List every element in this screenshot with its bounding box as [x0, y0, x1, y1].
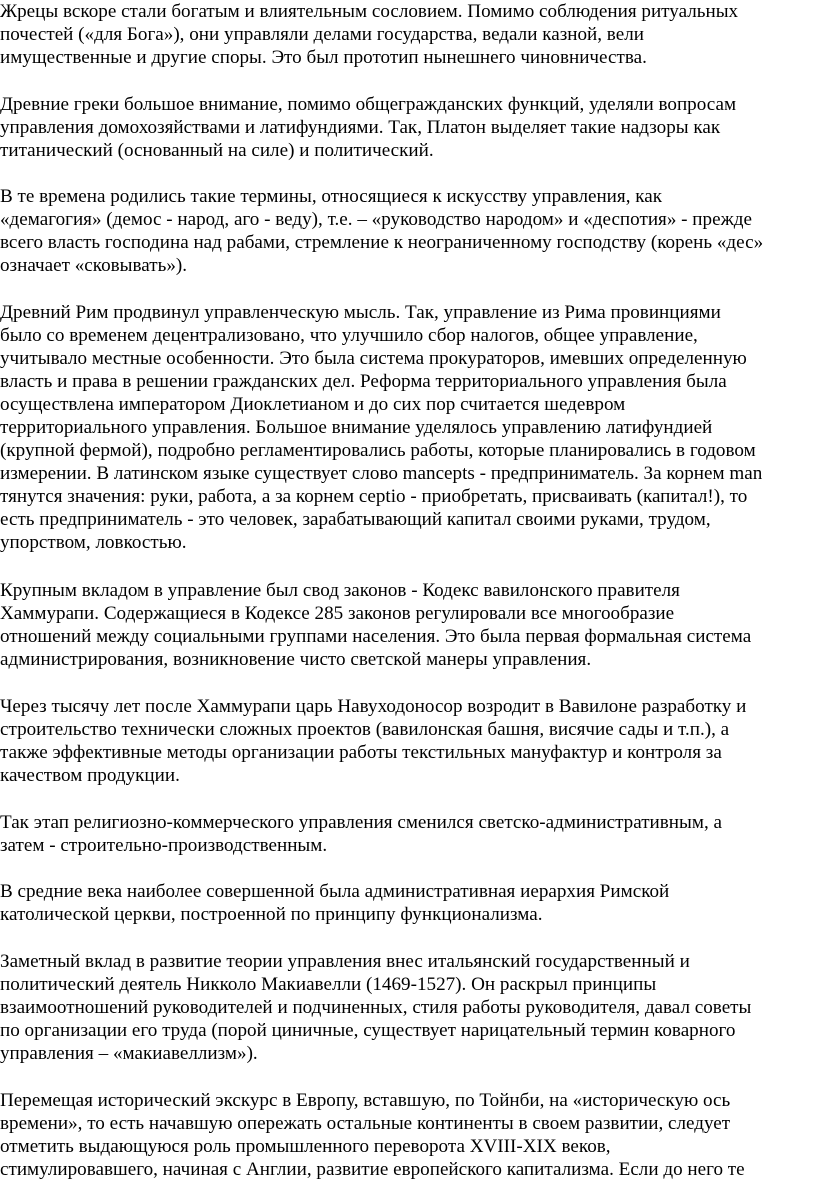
text-line: означает «сковывать»). [0, 255, 188, 276]
paragraph-9 [0, 950, 816, 1065]
text-line: отношений между социальными группами населения. Это была первая формальная система [0, 626, 752, 647]
text-line: осуществлена императором Диоклетианом и до сих пор считается шедевром [0, 394, 626, 415]
text-line: Хаммурапи. Содержащиеся в Кодексе 285 законов регулировали все многообразие [0, 603, 675, 624]
text-line: территориального управления. Большое внимание уделялось управлению латифундией [0, 417, 713, 438]
text-line: почестей («для Бога»), они управляли делами государства, ведали казной, вели [0, 24, 644, 45]
text-line: всего власть господина над рабами, стремление к неограниченному господству (корень «дес» [0, 232, 764, 253]
text-line: качеством продукции. [0, 765, 180, 786]
paragraph-3 [0, 185, 816, 277]
text-line: упорством, ловкостью. [0, 532, 187, 553]
paragraph-5 [0, 579, 816, 671]
text-line: учитывало местные особенности. Это была система прокураторов, имевших определенную [0, 348, 747, 369]
text-line: времени», то есть начавшую опережать остальные континенты в своем развитии, следует [0, 1113, 731, 1134]
text-line: также эффективные методы организации работы текстильных мануфактур и контроля за [0, 742, 722, 763]
text-line: взаимоотношений руководителей и подчиненных, стиля работы руководителя, давал советы [0, 997, 752, 1018]
text-line: Заметный вклад в развитие теории управления внес итальянский государственный и [0, 951, 690, 972]
text-line: титанический (основанный на силе) и политический. [0, 140, 434, 161]
paragraph-2 [0, 93, 816, 162]
text-line: имущественные и другие споры. Это был прототип нынешнего чиновничества. [0, 47, 647, 68]
text-line: Древние греки большое внимание, помимо общегражданских функций, уделяли вопросам [0, 94, 737, 115]
text-line: В средние века наиболее совершенной была административная иерархия Римской [0, 881, 670, 902]
text-line: власть и права в решении гражданских дел. Реформа территориального управления была [0, 371, 727, 392]
text-line: строительство технически сложных проектов (вавилонская башня, висячие сады и т.п.), а [0, 719, 730, 740]
paragraph-1 [0, 0, 816, 69]
text-line: Крупным вкладом в управление был свод законов - Кодекс вавилонского правителя [0, 580, 680, 601]
text-line: «демагогия» (демос - народ, аго - веду), т.е. – «руководство народом» и «деспотия» - прежде [0, 209, 752, 230]
text-line: затем - строительно-производственным. [0, 835, 328, 856]
text-line: (крупной фермой), подробно регламентировались работы, которые планировались в годовом [0, 440, 756, 461]
paragraph-4 [0, 301, 816, 554]
text-line: управления – «макиавеллизм»). [0, 1043, 258, 1064]
text-line: Жрецы вскоре стали богатым и влиятельным сословием. Помимо соблюдения ритуальных [0, 1, 739, 22]
paragraph-8 [0, 880, 816, 926]
text-line: Так этап религиозно-коммерческого управления сменился светско-административным, а [0, 812, 723, 833]
text-line: тянутся значения: руки, работа, а за корнем ceptio - приобретать, присваивать (капитал!), то [0, 486, 748, 507]
text-line: было со временем децентрализовано, что улучшило сбор налогов, общее управление, [0, 325, 698, 346]
text-line: управления домохозяйствами и латифундиями. Так, Платон выделяет такие надзоры как [0, 117, 721, 138]
text-line: администрирования, возникновение чисто светской манеры управления. [0, 649, 592, 670]
paragraph-7 [0, 811, 816, 857]
text-line: по организации его труда (порой циничные, существует нарицательный термин коварного [0, 1020, 736, 1041]
text-line: есть предприниматель - это человек, зарабатывающий капитал своими руками, трудом, [0, 509, 711, 530]
text-line: стимулировавшего, начиная с Англии, развитие европейского капитализма. Если до него те [0, 1159, 745, 1180]
text-line: политический деятель Никколо Макиавелли (1469-1527). Он раскрыл принципы [0, 974, 657, 995]
text-line: католической церкви, построенной по принципу функционализма. [0, 904, 543, 925]
text-line: отметить выдающуюся роль промышленного переворота XVIII-XIX веков, [0, 1136, 611, 1157]
text-line: В те времена родились такие термины, относящиеся к искусству управления, как [0, 186, 663, 207]
paragraph-6 [0, 695, 816, 787]
text-line: Перемещая исторический экскурс в Европу, вставшую, по Тойнби, на «историческую ось [0, 1090, 731, 1111]
paragraph-10 [0, 1089, 816, 1181]
text-line: Древний Рим продвинул управленческую мысль. Так, управление из Рима провинциями [0, 302, 721, 323]
text-line: Через тысячу лет после Хаммурапи царь Навуходоносор возродит в Вавилоне разработку и [0, 696, 747, 717]
text-line: измерении. В латинском языке существует слово mancepts - предприниматель. За корнем man [0, 463, 763, 484]
